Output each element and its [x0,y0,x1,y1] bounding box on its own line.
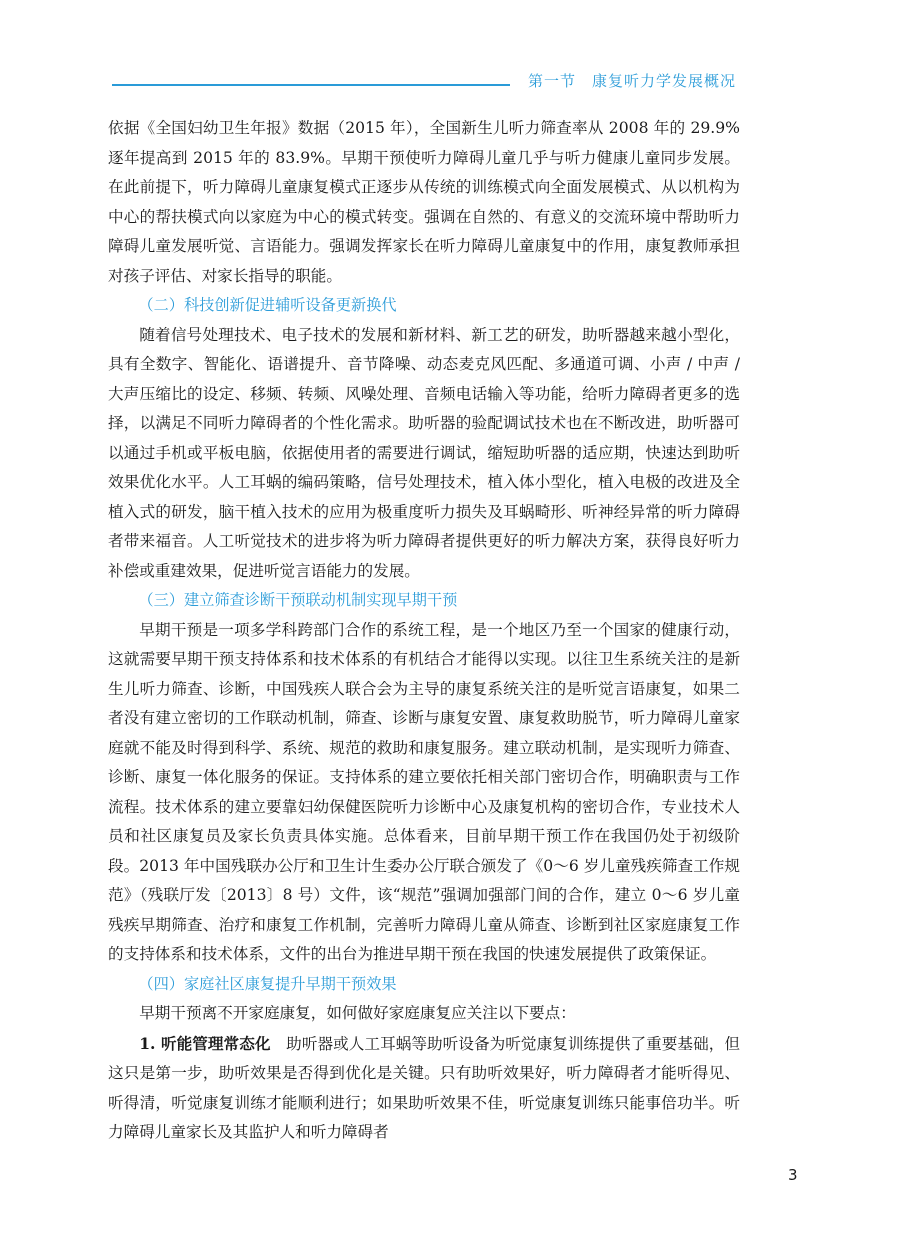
paragraph-4: 早期干预离不开家庭康复，如何做好家庭康复应关注以下要点： [139,1004,576,1022]
paragraph-2: 随着信号处理技术、电子技术的发展和新材料、新工艺的研发，助听器越来越小型化，具有全数字、智能化、语谱提升、音节降噪、动态麦克风匹配、多通道可调、小声 / 中声 / 大声压缩比的设定、移频、转频、风噪处理、音频电话输入等功能，给听力障碍者更多的选择，以满足不同听力障碍者的个性化需求。助听器的验配调试技术也在不断改进，助听器可以通过手机或平板电脑，依据使用者的需要进行调试，缩短助听器的适应期，快速达到助听效果优化水平。人工耳蜗的编码策略，信号处理技术，植入体小型化，植入电极的改进及全植入式的研发，脑干植入技术的应用为极重度听力损失及耳蜗畸形、听神经异常的听力障碍者带来福音。人工听觉技术的进步将为听力障碍者提供更好的听力解决方案，获得良好听力补偿或重建效果，促进听觉言语能力的发展。 [108,325,740,580]
page-number: 3 [788,1166,798,1184]
paragraph-3: 早期干预是一项多学科跨部门合作的系统工程，是一个地区乃至一个国家的健康行动，这就需要早期干预支持体系和技术体系的有机结合才能得以实现。以往卫生系统关注的是新生儿听力筛查、诊断，中国残疾人联合会为主导的康复系统关注的是听觉言语康复，如果二者没有建立密切的工作联动机制，筛查、诊断与康复安置、康复救助脱节，听力障碍儿童家庭就不能及时得到科学、系统、规范的救助和康复服务。建立联动机制，是实现听力筛查、诊断、康复一体化服务的保证。支持体系的建立要依托相关部门密切合作，明确职责与工作流程。技术体系的建立要靠妇幼保健医院听力诊断中心及康复机构的密切合作，专业技术人员和社区康复员及家长负责具体实施。总体看来，目前早期干预工作在我国仍处于初级阶段。2013 年中国残联办公厅和卫生计生委办公厅联合颁发了《0～6 岁儿童残疾筛查工作规范》（残联厅发〔2013〕8 号）文件，该“规范”强调加强部门间的合作，建立 0～6 岁儿童残疾早期筛查、治疗和康复工作机制，完善听力障碍儿童从筛查、诊断到社区家庭康复工作的支持体系和技术体系，文件的出台为推进早期干预在我国的快速发展提供了政策保证。 [108,620,740,963]
paragraph-1: 依据《全国妇幼卫生年报》数据（2015 年），全国新生儿听力筛查率从 2008 年的 29.9% 逐年提高到 2015 年的 83.9%。早期干预使听力障碍儿童几乎与听力健康儿童同步发展。在此前提下，听力障碍儿童康复模式正逐步从传统的训练模式向全面发展模式、从以机构为中心的帮扶模式向以家庭为中心的模式转变。强调在自然的、有意义的交流环境中帮助听力障碍儿童发展听觉、言语能力。强调发挥家长在听力障碍儿童康复中的作用，康复教师承担对孩子评估、对家长指导的职能。 [108,119,740,285]
section-heading-4: （四）家庭社区康复提升早期干预效果 [138,974,397,993]
section-heading-2: （二）科技创新促进辅听设备更新换代 [138,296,397,314]
header-rule [112,84,510,86]
paragraph-5-lead: 1. 听能管理常态化 [139,1033,271,1053]
running-header [0,68,900,98]
paragraph-5 [108,1029,740,1148]
section-title: 第一节 康复听力学发展概况 [528,72,737,90]
section-heading-3: （三）建立筛查诊断干预联动机制实现早期干预 [138,591,458,609]
paragraph-5-text: 助听器或人工耳蜗等助听设备为听觉康复训练提供了重要基础，但这只是第一步，助听效果是否得到优化是关键。只有助听效果好，听力障碍者才能听得见、听得清，听觉康复训练才能顺利进行；如果助听效果不佳，听觉康复训练只能事倍功半。听力障碍儿童家长及其监护人和听力障碍者 [108,1034,740,1141]
page-body [108,114,740,1148]
